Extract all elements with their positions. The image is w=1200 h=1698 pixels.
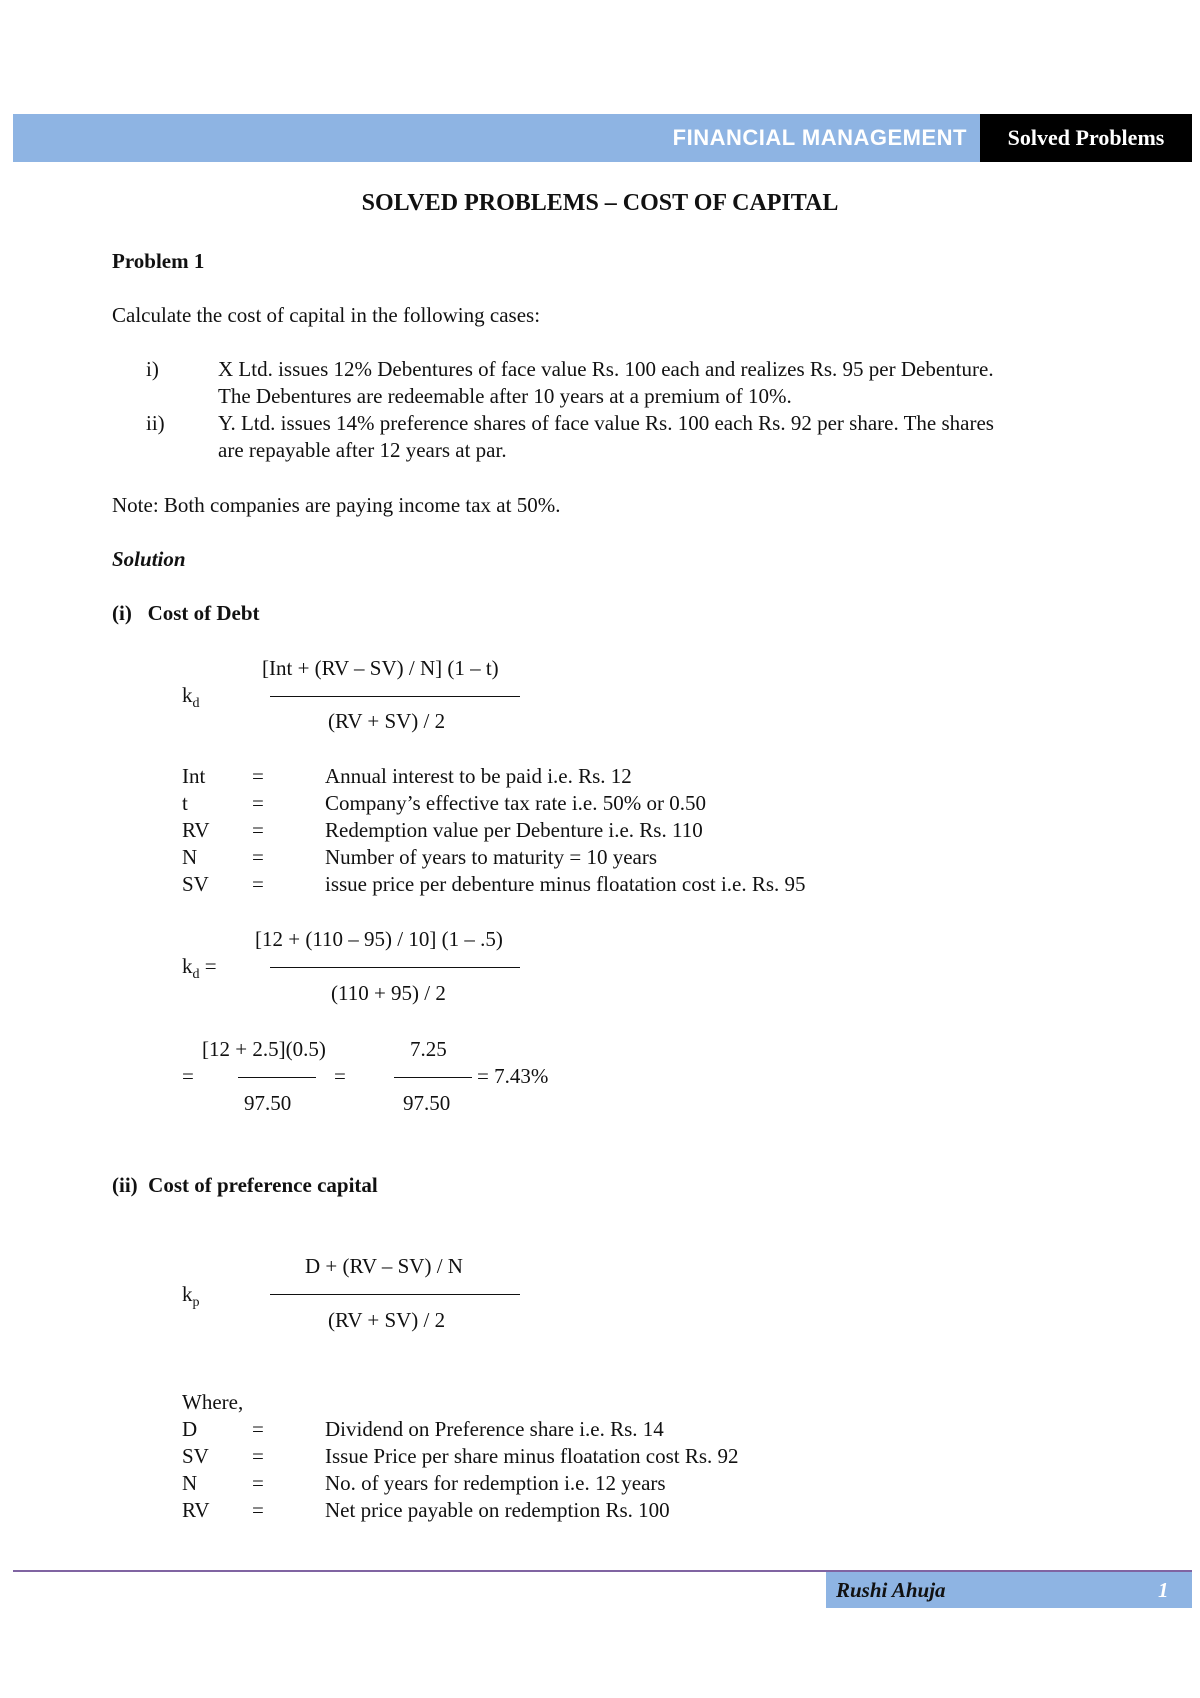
header-subject: FINANCIAL MANAGEMENT	[672, 125, 967, 150]
kd-calc-denominator: (110 + 95) / 2	[331, 981, 446, 1005]
case-text-line: are repayable after 12 years at par.	[218, 438, 507, 462]
cost-of-debt-heading: (i) Cost of Debt	[112, 601, 260, 625]
case-number: ii)	[146, 411, 165, 435]
problem-intro: Calculate the cost of capital in the following cases:	[112, 303, 541, 327]
fraction-bar	[238, 1077, 316, 1078]
step-denominator: 97.50	[244, 1091, 292, 1115]
calc-equals: =	[334, 1064, 346, 1088]
kd-symbol: $k_d$	[182, 683, 200, 711]
solution-heading: Solution	[112, 547, 186, 571]
fraction-bar	[394, 1077, 472, 1078]
calc-equals: =	[182, 1064, 194, 1088]
step-numerator: [12 + 2.5](0.5)	[202, 1037, 326, 1061]
header-section-label: Solved Problems	[980, 114, 1192, 162]
tax-note: Note: Both companies are paying income tax at 50%.	[112, 493, 561, 517]
fraction-bar	[270, 696, 520, 697]
fraction-bar	[270, 1294, 520, 1295]
document-title: SOLVED PROBLEMS – COST OF CAPITAL	[361, 190, 839, 216]
footer-author: Rushi Ahuja	[836, 1578, 946, 1602]
page-number: 1	[1158, 1578, 1169, 1602]
kd-calc-numerator: [12 + (110 – 95) / 10] (1 – .5)	[255, 927, 503, 951]
case-text-line: Y. Ltd. issues 14% preference shares of face value Rs. 100 each Rs. 92 per share. The shares	[218, 411, 994, 435]
kp-formula-denominator: (RV + SV) / 2	[328, 1308, 446, 1332]
step-denominator: 97.50	[403, 1091, 451, 1115]
step-numerator: 7.25	[410, 1037, 447, 1061]
case-number: i)	[146, 357, 159, 381]
cost-of-preference-heading: (ii) Cost of preference capital	[112, 1173, 378, 1197]
kd-result: = 7.43%	[477, 1064, 549, 1088]
case-text-line: X Ltd. issues 12% Debentures of face value Rs. 100 each and realizes Rs. 95 per Debenture.	[218, 357, 994, 381]
kd-formula-denominator: (RV + SV) / 2	[328, 709, 446, 733]
kd-calc-symbol: $k_d$ =	[182, 954, 217, 982]
kp-symbol: $k_p$	[182, 1282, 200, 1310]
kd-formula-numerator: [Int + (RV – SV) / N] (1 – t)	[262, 656, 499, 680]
kp-formula-numerator: D + (RV – SV) / N	[305, 1254, 463, 1278]
where-label: Where,	[182, 1390, 244, 1414]
case-text-line: The Debentures are redeemable after 10 years at a premium of 10%.	[218, 384, 792, 408]
problem-heading: Problem 1	[112, 249, 205, 273]
fraction-bar	[270, 967, 520, 968]
